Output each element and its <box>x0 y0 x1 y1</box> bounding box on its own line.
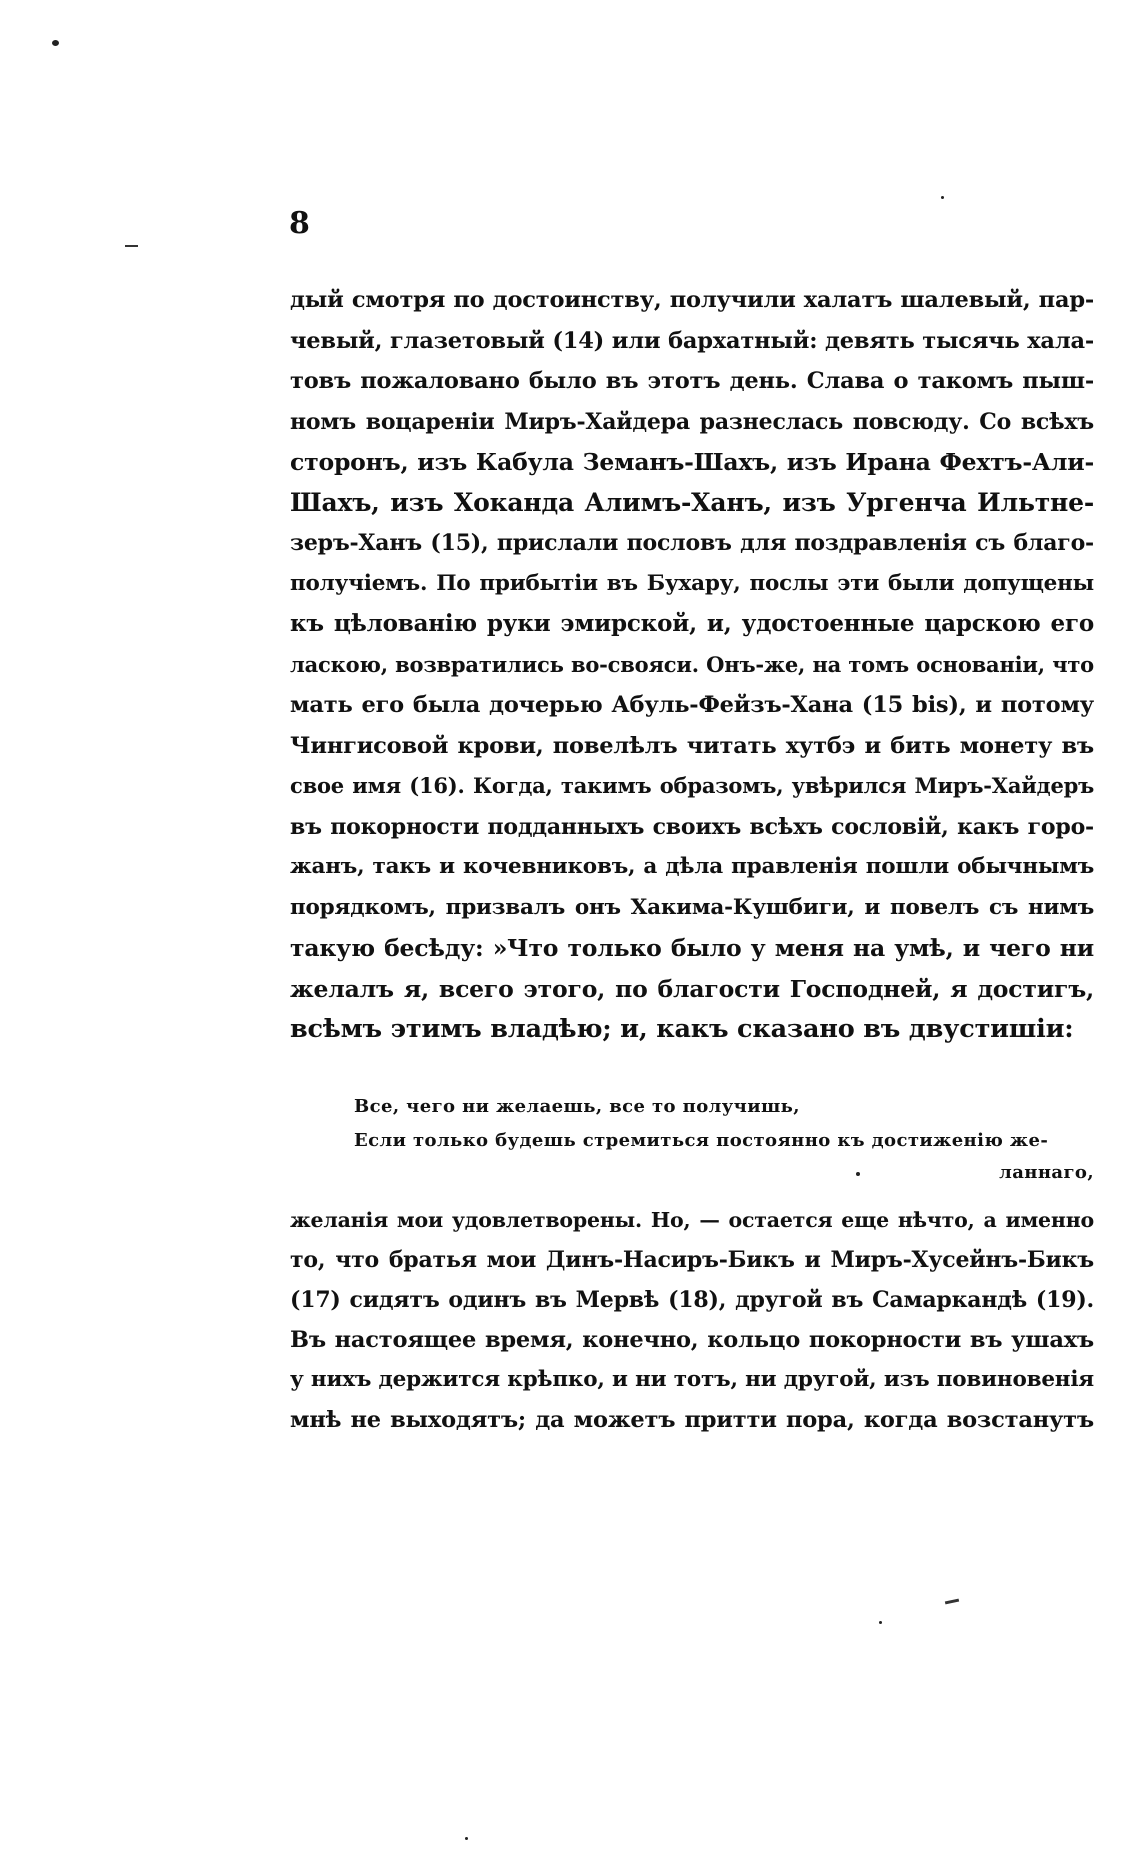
text-line: порядкомъ, призвалъ онъ Хакима-Кушбиги, и повелъ съ нимъ <box>290 894 1094 920</box>
scan-speck <box>941 196 944 199</box>
text-line: Шахъ, изъ Хоканда Алимъ-Ханъ, изъ Ургенча Ильтне- <box>290 487 1094 517</box>
scan-mark <box>125 245 138 247</box>
scan-speck <box>879 1621 882 1624</box>
text-line: къ цѣлованію руки эмирской, и, удостоенные царскою его <box>290 610 1094 637</box>
page-number: 8 <box>289 206 310 241</box>
verse-text: Все, чего ни желаешь, все то получишь, <box>354 1096 800 1117</box>
text-line: зеръ-Ханъ (15), прислали пословъ для поздравленія съ благо- <box>290 530 1094 556</box>
text-line: то, что братья мои Динъ-Насиръ-Бикъ и Миръ-Хусейнъ-Бикъ <box>290 1247 1094 1273</box>
text-line: въ покорности подданныхъ своихъ всѣхъ сословій, какъ горо- <box>290 813 1094 840</box>
verse-line <box>354 1130 1094 1151</box>
text-line: желалъ я, всего этого, по благости Господней, я достигъ, <box>290 974 1094 1003</box>
text-line: (17) сидятъ одинъ въ Мервѣ (18), другой въ Самаркандѣ (19). <box>290 1287 1094 1313</box>
paragraph-main <box>290 280 1094 1050</box>
text-line: жанъ, такъ и кочевниковъ, а дѣла правленія пошли обычнымъ <box>290 854 1094 879</box>
text-line: у нихъ держится крѣпко, и ни тотъ, ни другой, изъ повиновенія <box>290 1367 1094 1392</box>
text-line: номъ воцареніи Миръ-Хайдера разнеслась повсюду. Со всѣхъ <box>290 408 1094 435</box>
text-line: свое имя (16). Когда, такимъ образомъ, увѣрился Миръ-Хайдеръ <box>290 773 1094 798</box>
text-line: Чингисовой крови, повелѣлъ читать хутбэ и бить монету въ <box>290 732 1094 759</box>
text-line: дый смотря по достоинству, получили халатъ шалевый, пар- <box>290 287 1094 313</box>
text-line: Въ настоящее время, конечно, кольцо покорности въ ушахъ <box>290 1327 1094 1353</box>
scan-speck <box>465 1837 468 1840</box>
text-line: такую бесѣду: »Что только было у меня на умѣ, и чего ни <box>290 934 1094 962</box>
verse-text: ланнаго, <box>999 1162 1094 1183</box>
text-line: получіемъ. По прибытіи въ Бухару, послы эти были допущены <box>290 570 1094 596</box>
paragraph-continuation <box>290 1200 1094 1440</box>
text-line: мнѣ не выходятъ; да можетъ притти пора, когда возстанутъ <box>290 1407 1094 1433</box>
text-line: желанія мои удовлетворены. Но, — остается еще нѣчто, а именно <box>290 1208 1094 1232</box>
verse-line <box>354 1096 1094 1117</box>
scan-speck <box>52 40 59 46</box>
text-line: чевый, глазетовый (14) или бархатный: девять тысячь хала- <box>290 327 1094 354</box>
verse-text: Если только будешь стремиться постоянно къ достиженію же- <box>354 1130 1049 1151</box>
verse-line <box>354 1162 1094 1183</box>
text-line: товъ пожаловано было въ этотъ день. Слава о такомъ пыш- <box>290 368 1094 394</box>
text-line: всѣмъ этимъ владѣю; и, какъ сказано въ двустишіи: <box>290 1014 1074 1044</box>
scan-mark <box>945 1599 959 1605</box>
text-line: ласкою, возвратились во-свояси. Онъ-же, на томъ основаніи, что <box>290 651 1094 677</box>
text-line: мать его была дочерью Абуль-Фейзъ-Хана (15 bis), и потому <box>290 692 1094 718</box>
text-line: сторонъ, изъ Кабула Земанъ-Шахъ, изъ Ирана Фехтъ-Али- <box>290 448 1094 476</box>
